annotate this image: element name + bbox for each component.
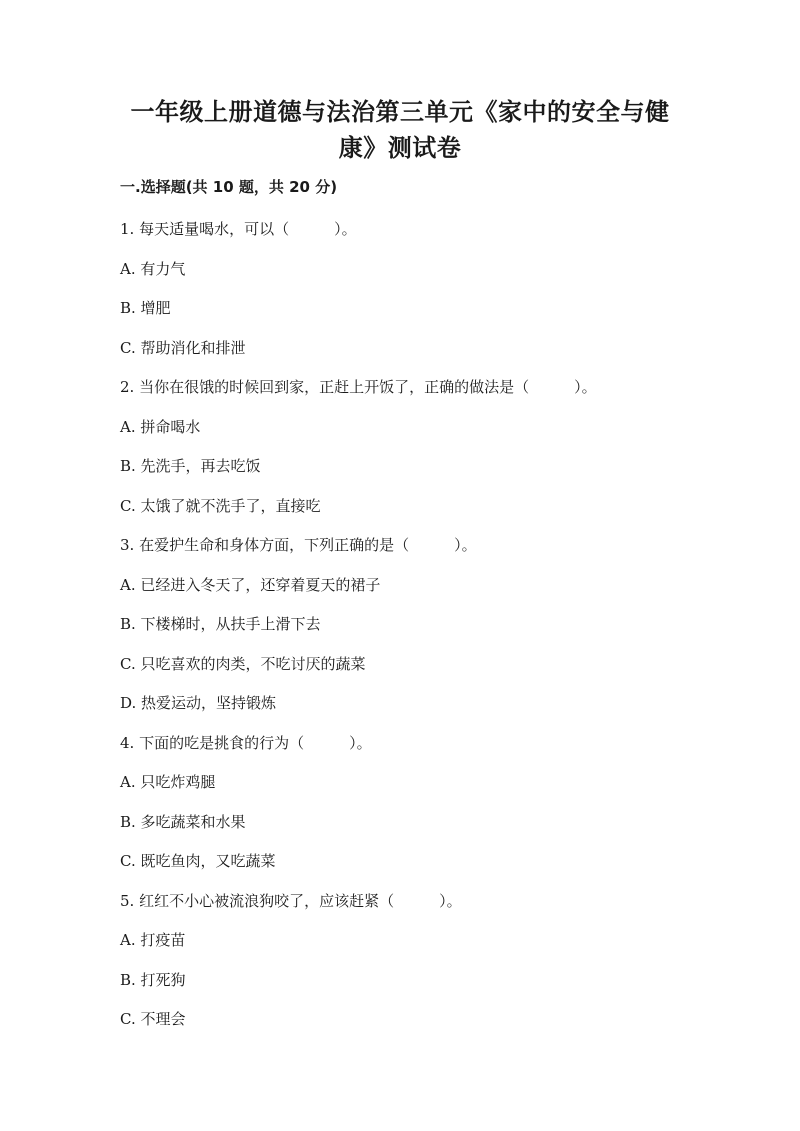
option-4a: A. 只吃炸鸡腿 <box>120 773 216 791</box>
page-title <box>100 94 700 166</box>
option-3c: C. 只吃喜欢的肉类，不吃讨厌的蔬菜 <box>120 655 366 673</box>
option-4c: C. 既吃鱼肉，又吃蔬菜 <box>120 852 276 870</box>
option-2b: B. 先洗手，再去吃饭 <box>120 457 261 475</box>
option-2a: A. 拼命喝水 <box>120 418 201 436</box>
option-1a: A. 有力气 <box>120 260 186 278</box>
option-1c: C. 帮助消化和排泄 <box>120 339 246 357</box>
option-5a: A. 打疫苗 <box>120 931 186 949</box>
option-5c: C. 不理会 <box>120 1010 186 1028</box>
question-stem-4: 4. 下面的吃是挑食的行为（ ）。 <box>120 734 372 752</box>
option-1b: B. 增肥 <box>120 299 171 317</box>
option-3a: A. 已经进入冬天了，还穿着夏天的裙子 <box>120 576 381 594</box>
section-heading: 一.选择题(共 10 题，共 20 分) <box>120 178 338 196</box>
question-stem-3: 3. 在爱护生命和身体方面，下列正确的是（ ）。 <box>120 536 477 554</box>
option-5b: B. 打死狗 <box>120 971 186 989</box>
option-2c: C. 太饿了就不洗手了，直接吃 <box>120 497 321 515</box>
option-3b: B. 下楼梯时，从扶手上滑下去 <box>120 615 321 633</box>
title-line-2: 康》测试卷 <box>338 134 462 162</box>
option-4b: B. 多吃蔬菜和水果 <box>120 813 246 831</box>
title-line-1: 一年级上册道德与法治第三单元《家中的安全与健 <box>130 98 670 126</box>
question-stem-5: 5. 红红不小心被流浪狗咬了，应该赶紧（ ）。 <box>120 892 462 910</box>
option-3d: D. 热爱运动，坚持锻炼 <box>120 694 277 712</box>
question-stem-2: 2. 当你在很饿的时候回到家，正赶上开饭了，正确的做法是（ ）。 <box>120 378 597 396</box>
question-stem-1: 1. 每天适量喝水，可以（ ）。 <box>120 220 357 238</box>
